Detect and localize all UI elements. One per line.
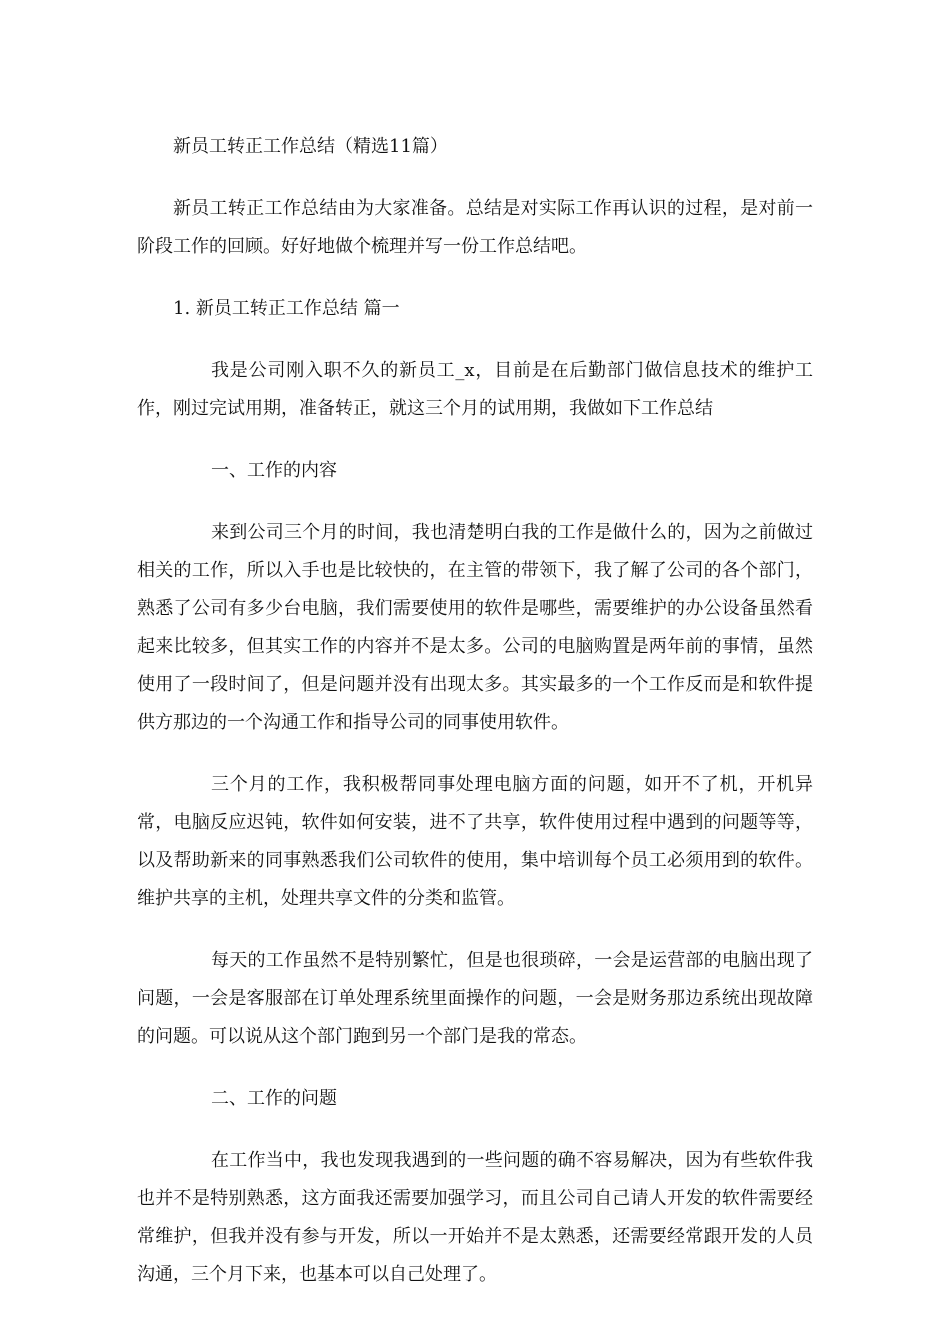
body-paragraph: 在工作当中，我也发现我遇到的一些问题的确不容易解决，因为有些软件我也并不是特别熟悉，这方面我还需要加强学习，而且公司自己请人开发的软件需要经常维护，但我并没有参与开发，所以一开始并不是太熟悉，还需要经常跟开发的人员沟通，三个月下来，也基本可以自己处理了。 [137,1150,813,1285]
body-paragraph: 三个月的工作，我积极帮同事处理电脑方面的问题，如开不了机，开机异常，电脑反应迟钝，软件如何安装，进不了共享，软件使用过程中遇到的问题等等，以及帮助新来的同事熟悉我们公司软件的使用，集中培训每个员工必须用到的软件。维护共享的主机，处理共享文件的分类和监管。 [137,774,813,909]
section-heading: 一、工作的内容 [211,460,337,481]
intro-paragraph: 新员工转正工作总结由为大家准备。总结是对实际工作再认识的过程，是对前一阶段工作的回顾。好好地做个梳理并写一份工作总结吧。 [137,198,813,257]
part-heading: 1. 新员工转正工作总结 篇一 [173,298,400,319]
body-paragraph: 我是公司刚入职不久的新员工_x，目前是在后勤部门做信息技术的维护工作，刚过完试用期，准备转正，就这三个月的试用期，我做如下工作总结 [137,360,813,419]
document-body [137,128,813,1318]
document-title: 新员工转正工作总结（精选11篇） [173,136,448,157]
section-heading: 二、工作的问题 [211,1088,337,1109]
body-paragraph: 每天的工作虽然不是特别繁忙，但是也很琐碎，一会是运营部的电脑出现了问题，一会是客服部在订单处理系统里面操作的问题，一会是财务那边系统出现故障的问题。可以说从这个部门跑到另一个部门是我的常态。 [137,950,813,1047]
body-paragraph: 来到公司三个月的时间，我也清楚明白我的工作是做什么的，因为之前做过相关的工作，所以入手也是比较快的，在主管的带领下，我了解了公司的各个部门，熟悉了公司有多少台电脑，我们需要使用的软件是哪些，需要维护的办公设备虽然看起来比较多，但其实工作的内容并不是太多。公司的电脑购置是两年前的事情，虽然使用了一段时间了，但是问题并没有出现太多。其实最多的一个工作反而是和软件提供方那边的一个沟通工作和指导公司的同事使用软件。 [137,522,813,733]
